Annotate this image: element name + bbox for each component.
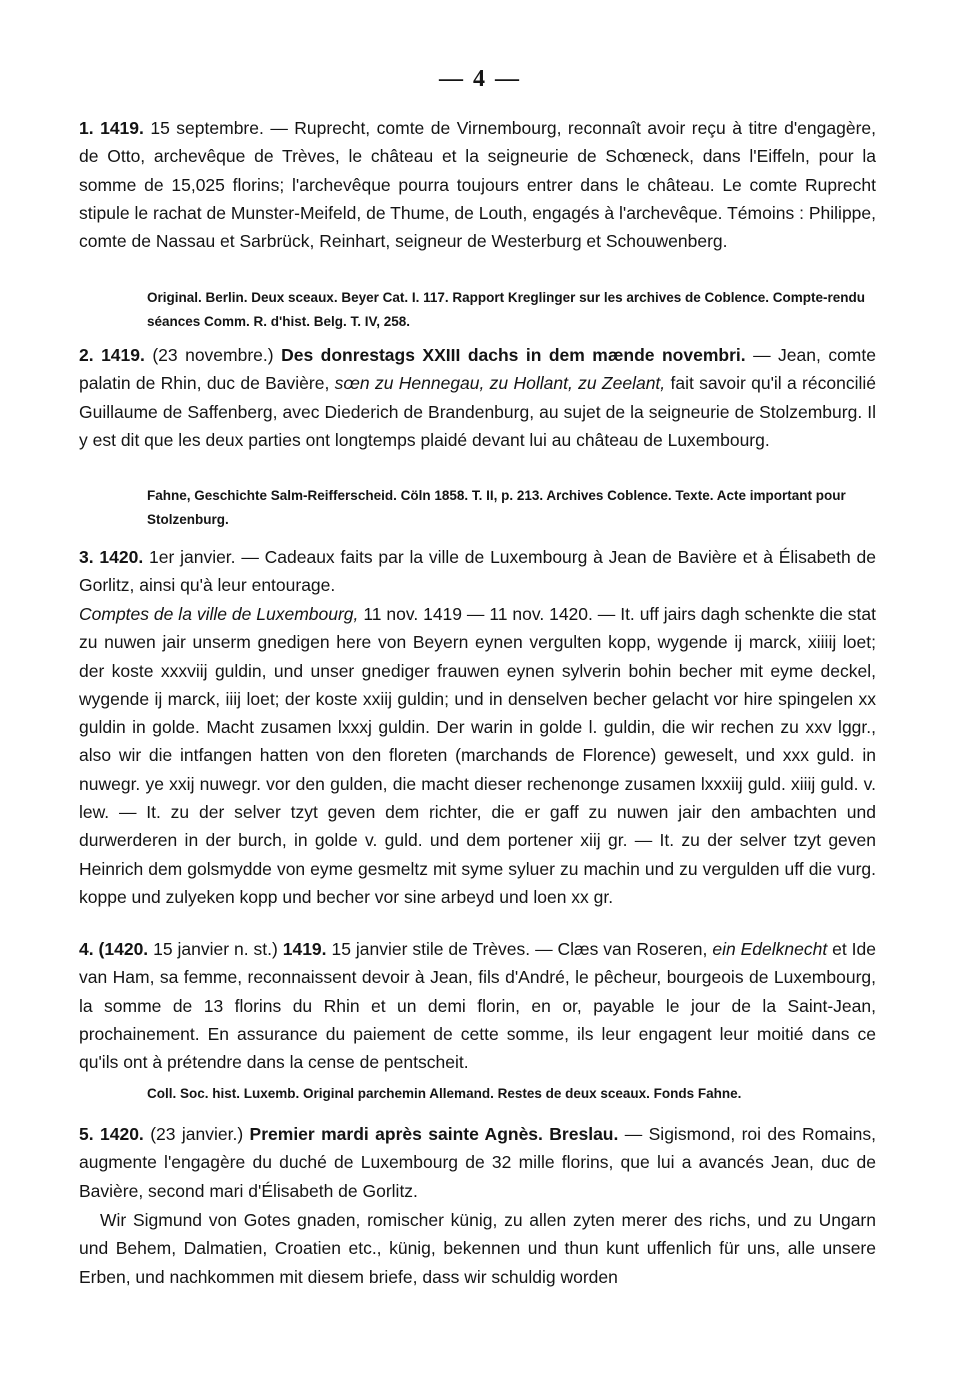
entry-2 bbox=[79, 341, 876, 454]
entry-text: — Jean, comte palatin de Rhin, duc de Bavière, bbox=[79, 345, 876, 394]
entry-text-continued: 15 janvier stile de Trèves. — Clæs van Roseren, bbox=[331, 939, 708, 959]
entry-text: 15 janvier n. st.) bbox=[153, 939, 278, 959]
entry-5 bbox=[79, 1120, 876, 1205]
entry-2-source-note: Fahne, Geschichte Salm-Reifferscheid. Cöln 1858. T. II, p. 213. Archives Coblence. Texte. Acte important pour Stolzenburg. bbox=[147, 488, 846, 527]
entry-text: 15 septembre. — Ruprecht, comte de Virnembourg, reconnaît avoir reçu à titre d'engagère, de Otto, archevêque de Trèves, le château et la seigneurie de Schœneck, dans l'Eiffeln, pour la somme de 15,025 florins; l'archevêque pourra toujours entrer dans le château. Le comte Ruprecht stipule le rachat de Munster-Meifeld, de Thume, de Louth, engagés à l'archevêque. Témoins : Philippe, comte de Nassau et Sarbrück, Reinhart, seigneur de Westerburg et Schouwenberg. bbox=[79, 118, 876, 252]
entry-date: (23 janvier.) bbox=[150, 1124, 244, 1144]
page-number: — 4 — bbox=[439, 66, 521, 92]
entry-number: 5. bbox=[79, 1124, 94, 1144]
entry-quotation-text: 11 nov. 1419 — 11 nov. 1420. — It. uff jairs dagh schenkte die stat zu nuwen jair unserm gnedigen here von Beyern eynen vergulten kopp, wygende ij marck, xiiiij loet; der koste xxxviij guldin, und unser gnediger frauwen eynen sylverin bohin becher mit eyme deckel, wygende ij marck, iiij loet; der koste xxiij guldin; und in denselven becher gelacht vor hire spingelen xx guldin in golde. Macht zusamen lxxxj guldin. Der warin in golde l. guldin, die wir rechen zu xxv lggr., also wir die intfangen hatten von den floreten (marchands de Florence) geweselt, und xxx guld. in nuwegr. ye xxij nuwegr. vor den gulden, die macht dieser rechenonge zusamen lxxxiij guld. xiiij guld. v. lew. — It. zu der selver tzyt geven dem richter, die er gaff zu nuwen jair den ambachten und durwerderen in der burch, in golde v. guld. und dem portener xiij gr. — It. zu der selver tzyt geven Heinrich dem golsmydde von eyme gesmeltz mit syme syluer zu machin und zu vergulden uff die vurg. koppe und zulyeken kopp und becher vor sine arbeyd und loen xx gr. bbox=[79, 604, 876, 907]
entry-text: — Sigismond, roi des Romains, augmente l'engagère du duché de Luxembourg de 32 mille florins, que lui a avancés Jean, duc de Bavière, second mari d'Élisabeth de Gorlitz. bbox=[79, 1124, 876, 1201]
entry-number: 2. bbox=[79, 345, 94, 365]
entry-4 bbox=[79, 935, 876, 1076]
entry-italic-source: Comptes de la ville de Luxembourg, bbox=[79, 604, 359, 624]
entry-4-source-note: Coll. Soc. hist. Luxemb. Original parchemin Allemand. Restes de deux sceaux. Fonds Fahne. bbox=[147, 1086, 742, 1101]
entry-title: Premier mardi après sainte Agnès. Breslau. bbox=[249, 1124, 619, 1144]
entry-3-quotation bbox=[79, 600, 876, 911]
entry-number: 1. bbox=[79, 118, 94, 138]
entry-title: Des donrestags XXIII dachs in dem mænde novembri. bbox=[281, 345, 746, 365]
entry-date: (23 novembre.) bbox=[152, 345, 274, 365]
entry-text-continued: fait savoir qu'il a réconcilié Guillaume de Saffenberg, avec Diederich de Brandenburg, au sujet de la seigneurie de Stolzemburg. Il y est dit que les deux parties ont longtemps plaidé devant lui au château de Luxembourg. bbox=[79, 373, 876, 450]
entry-3 bbox=[79, 543, 876, 600]
entry-number: 4. bbox=[79, 939, 94, 959]
entry-year: 1419. bbox=[101, 345, 145, 365]
entry-1 bbox=[79, 114, 876, 255]
entry-year-alt: 1419. bbox=[282, 939, 327, 959]
entry-1-source-note: Original. Berlin. Deux sceaux. Beyer Cat. I. 117. Rapport Kreglinger sur les archives de Coblence. Compte-rendu séances Comm. R. d'hist. Belg. T. IV, 258. bbox=[147, 290, 865, 329]
entry-text: 1er janvier. — Cadeaux faits par la ville de Luxembourg à Jean de Bavière et à Élisabeth de Gorlitz, ainsi qu'à leur entourage. bbox=[79, 547, 876, 596]
entry-year: (1420. bbox=[98, 939, 149, 959]
entry-year: 1420. bbox=[100, 1124, 144, 1144]
entry-number: 3. bbox=[79, 547, 94, 567]
entry-5-charter-text: Wir Sigmund von Gotes gnaden, romischer künig, zu allen zyten merer des richs, und zu Ungarn und Behem, Dalmatien, Croatien etc., künig, bekennen und thun kunt uffenlich für uns, alle unsere Erben, und nachkommen mit diesem briefe, dass wir schuldig worden bbox=[79, 1210, 876, 1287]
entry-year: 1420. bbox=[99, 547, 144, 567]
entry-year: 1419. bbox=[100, 118, 144, 138]
entry-italic-phrase: ein Edelknecht bbox=[712, 939, 828, 959]
entry-italic-phrase: sœn zu Hennegau, zu Hollant, zu Zeelant, bbox=[334, 373, 666, 394]
entry-text-final: et Ide van Ham, sa femme, reconnaissent devoir à Jean, fils d'André, le pêcheur, bourgeois de Luxembourg, la somme de 13 florins du Rhin et un demi florin, en or, payable le jour de la Saint-Jean, prochainement. En assurance du paiement de cette somme, ils leur engagent leur moitié dans ce qu'ils ont à prétendre dans la cense de pentscheit. bbox=[79, 939, 877, 1073]
